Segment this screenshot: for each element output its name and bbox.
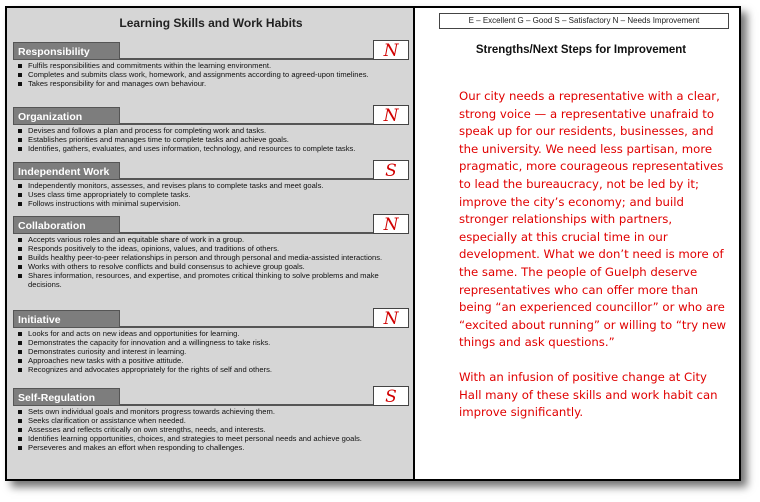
section-label: Organization xyxy=(13,107,120,125)
list-item: Establishes priorities and manages time to complete tasks and achieve goals. xyxy=(17,136,413,145)
list-item: Demonstrates the capacity for innovation and a willingness to take risks. xyxy=(17,339,413,348)
list-item: Identifies, gathers, evaluates, and uses information, technology, and resources to complete tasks. xyxy=(17,145,413,154)
section-self-regulation xyxy=(7,388,413,453)
list-item: Sets own individual goals and monitors progress towards achieving them. xyxy=(17,408,413,417)
section-divider xyxy=(119,58,373,60)
list-item: Seeks clarification or assistance when needed. xyxy=(17,417,413,426)
rating-box: N xyxy=(373,105,409,125)
section-divider xyxy=(119,178,373,180)
list-item: Builds healthy peer-to-peer relationships in person and through personal and media-assisted interactions. xyxy=(17,254,413,263)
list-item: Independently monitors, assesses, and revises plans to complete tasks and meet goals. xyxy=(17,182,413,191)
section-divider xyxy=(119,326,373,328)
list-item: Identifies learning opportunities, choices, and strategies to meet personal needs and achieve goals. xyxy=(17,435,413,444)
list-item: Accepts various roles and an equitable share of work in a group. xyxy=(17,236,413,245)
rating-box: S xyxy=(373,386,409,406)
list-item: Assesses and reflects critically on own strengths, needs, and interests. xyxy=(17,426,413,435)
list-item: Perseveres and makes an effort when responding to challenges. xyxy=(17,444,413,453)
list-item: Looks for and acts on new ideas and opportunities for learning. xyxy=(17,330,413,339)
section-independent-work xyxy=(7,162,413,209)
list-item: Takes responsibility for and manages own behaviour. xyxy=(17,80,413,89)
comment-paragraph: Our city needs a representative with a clear, strong voice — a representative unafraid to speak up for our residents, businesses, and the university. We need less partisan, more pragmatic, more courageous representatives to lead the bureaucracy, not be led by it; improve the city’s economy; and build stronger relationships with partners, especially at this crucial time in our development. What we don’t need is more of the same. The people of Guelph deserve representatives who can offer more than being “an experienced councillor” or who are “excited about running” or willing to “try new things and ask questions.” xyxy=(459,89,727,350)
rating-box: S xyxy=(373,160,409,180)
strengths-comments xyxy=(459,88,729,439)
list-item: Devises and follows a plan and process for completing work and tasks. xyxy=(17,127,413,136)
section-divider xyxy=(119,123,373,125)
section-label: Self-Regulation xyxy=(13,388,120,406)
rating-box: N xyxy=(373,214,409,234)
section-label: Responsibility xyxy=(13,42,120,60)
section-initiative xyxy=(7,310,413,375)
report-card-frame xyxy=(5,6,741,481)
section-responsibility xyxy=(7,42,413,89)
section-collaboration xyxy=(7,216,413,289)
section-divider xyxy=(119,404,373,406)
list-item: Recognizes and advocates appropriately for the rights of self and others. xyxy=(17,366,413,375)
list-item: Follows instructions with minimal supervision. xyxy=(17,200,413,209)
section-label: Independent Work xyxy=(13,162,120,180)
list-item: Demonstrates curiosity and interest in learning. xyxy=(17,348,413,357)
section-organization xyxy=(7,107,413,154)
list-item: Responds positively to the ideas, opinions, values, and traditions of others. xyxy=(17,245,413,254)
section-label: Collaboration xyxy=(13,216,120,234)
list-item: Approaches new tasks with a positive attitude. xyxy=(17,357,413,366)
strengths-title: Strengths/Next Steps for Improvement xyxy=(475,44,687,56)
rating-box: N xyxy=(373,308,409,328)
section-divider xyxy=(119,232,373,234)
list-item: Shares information, resources, and expertise, and promotes critical thinking to solve problems and make decisions. xyxy=(17,272,413,290)
rating-legend: E – Excellent G – Good S – Satisfactory N – Needs Improvement xyxy=(439,13,729,29)
comment-paragraph: With an infusion of positive change at City Hall many of these skills and work habit can improve significantly. xyxy=(459,369,718,420)
learning-skills-panel xyxy=(7,8,415,479)
section-label: Initiative xyxy=(13,310,120,328)
learning-skills-title: Learning Skills and Work Habits xyxy=(119,16,303,30)
rating-box: N xyxy=(373,40,409,60)
list-item: Completes and submits class work, homework, and assignments according to agreed-upon timelines. xyxy=(17,71,413,80)
list-item: Uses class time appropriately to complete tasks. xyxy=(17,191,413,200)
list-item: Works with others to resolve conflicts and build consensus to achieve group goals. xyxy=(17,263,413,272)
list-item: Fulfils responsibilities and commitments within the learning environment. xyxy=(17,62,413,71)
